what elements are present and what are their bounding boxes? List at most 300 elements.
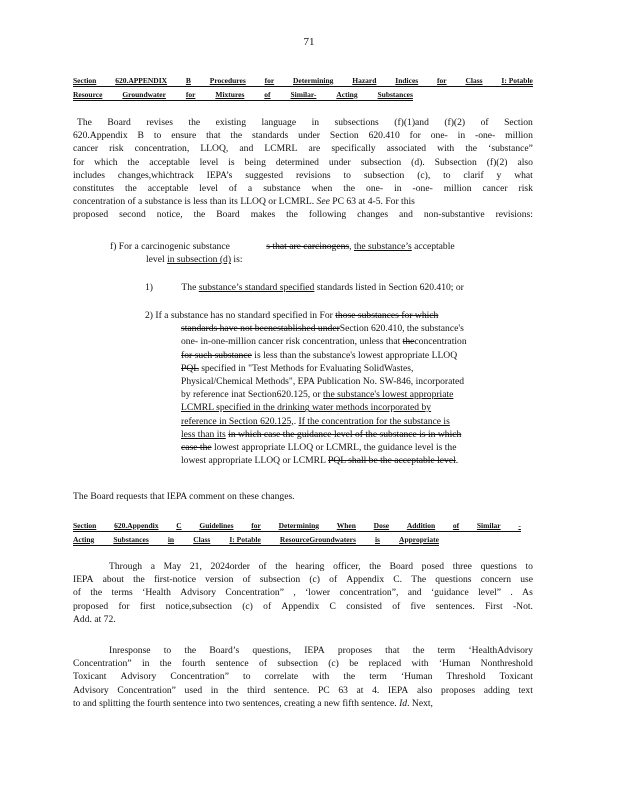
word: at [356, 684, 364, 696]
heading-word: ResourceGroundwaters [279, 535, 356, 544]
heading-word: Similar- [290, 90, 317, 99]
word: determined [275, 156, 319, 168]
word: specifically [331, 143, 376, 155]
heading-word: 620.APPENDIX [115, 76, 168, 85]
word: B [137, 130, 144, 142]
word: 21, [189, 561, 202, 572]
text-run: . [293, 415, 297, 427]
text-run: is less than the substance's lowest appropriate LLOQ [254, 349, 458, 361]
word: revisions: [495, 209, 533, 221]
word: of [480, 117, 489, 128]
word: million [443, 183, 472, 195]
word: are [308, 143, 321, 155]
heading-word: Hazard [352, 76, 377, 85]
word: Section [329, 130, 359, 142]
word: ‘Human [438, 658, 471, 670]
word: use [520, 574, 533, 586]
word: (d). [411, 156, 425, 168]
deleted-text: in which case the guidance level of the substance is in which [228, 428, 462, 440]
word: IEPA [387, 684, 409, 696]
word: non-substantive [423, 209, 485, 221]
text-line [145, 281, 535, 294]
word: Section [504, 117, 533, 128]
citation-signal: Id [399, 697, 408, 709]
word: the [343, 671, 356, 683]
text-line [181, 349, 533, 362]
heading-word: Addition [406, 521, 436, 530]
deleted-text: PQL [181, 362, 199, 374]
word: the [343, 183, 356, 195]
item-2-body [145, 322, 533, 467]
section-heading-appendix-b-cont [73, 90, 413, 100]
word: a [150, 561, 155, 572]
word: the [230, 130, 243, 142]
heading-word: I: Potable [229, 535, 261, 544]
word: under [298, 130, 320, 142]
word: and [399, 209, 413, 221]
word: the [184, 645, 197, 656]
text-line [73, 600, 533, 613]
word: Threshold [446, 671, 486, 683]
heading-underline [73, 545, 439, 546]
word: of [392, 600, 401, 612]
deleted-text: standards have not beenestablished under [181, 323, 340, 335]
word: with [411, 658, 429, 670]
word: risk [518, 183, 533, 195]
text-run: is: [233, 254, 243, 266]
word: subsections [334, 117, 379, 128]
word: third [247, 684, 266, 696]
word: one- [430, 130, 448, 142]
word: IEPA [304, 645, 325, 656]
heading-word: in [167, 535, 175, 544]
heading-word: Dose [373, 521, 390, 530]
word: also [416, 684, 433, 696]
word: for [409, 130, 421, 142]
word: IEPA’s [206, 169, 233, 181]
word: The [77, 117, 92, 128]
text-line [181, 441, 533, 454]
word: to [163, 645, 172, 656]
heading-underline [73, 86, 533, 87]
word: constitutes [73, 183, 115, 195]
word: Board [389, 561, 414, 572]
word: text [518, 684, 533, 696]
word: the [465, 143, 478, 155]
deleted-text: s that are carcinogens [266, 241, 350, 252]
word: First [485, 600, 503, 612]
word: of [73, 587, 81, 599]
text-line: Physical/Chemical Methods", EPA Publication No. SW-846, incorporated [181, 376, 465, 388]
heading-word: Indices [395, 76, 419, 85]
word: three [452, 561, 472, 572]
text-run: . Next, [407, 697, 433, 709]
word: one- [366, 183, 384, 195]
heading-word: for [251, 521, 261, 530]
word: proposed [73, 209, 109, 221]
text-run: , [349, 241, 352, 252]
word: term [437, 645, 456, 656]
word: sentences. [435, 600, 475, 612]
inserted-text: LCMRL specified in the drinking water methods incorporated by [181, 402, 432, 414]
section-heading-appendix-c-cont [73, 535, 439, 545]
word: sentence. [273, 684, 310, 696]
word: what [514, 169, 533, 181]
list-item-2 [145, 309, 533, 467]
word: Board [107, 117, 131, 128]
word: ‘lower [305, 587, 331, 599]
heading-word: for [437, 76, 447, 85]
word: changes,whichtrack [117, 169, 194, 181]
word: term [369, 671, 387, 683]
text-run: 2) If a substance has no standard specified in For [145, 310, 333, 321]
heading-word: for [264, 76, 275, 85]
word: subsection [363, 169, 405, 181]
word: (f)(2) [486, 156, 508, 168]
text-line [73, 657, 533, 670]
word: of [263, 600, 272, 612]
text-line [73, 116, 533, 129]
word: Appendix [346, 574, 385, 586]
word: questions [480, 561, 517, 572]
word: posed [421, 561, 445, 572]
word: the [159, 658, 172, 670]
deleted-text: PQL shall be the acceptable level [328, 455, 456, 467]
word: to [243, 671, 251, 683]
text-run: concentration of a substance is less than its LLOQ or LCMRL. [73, 196, 315, 208]
heading-word: Guidelines [199, 521, 234, 530]
heading-word: Determining [293, 76, 334, 85]
word: substance [263, 183, 301, 195]
heading-underline [73, 531, 521, 532]
word: being [244, 156, 266, 168]
word: ‘substance” [488, 143, 533, 155]
word: 4. [372, 684, 380, 696]
word: for [118, 600, 130, 612]
text-line [73, 182, 533, 195]
word: first [139, 600, 156, 612]
word: C [329, 600, 336, 612]
text-line [181, 428, 533, 441]
word: also [517, 156, 533, 168]
inserted-text: reference in Section 620.125, [181, 415, 294, 427]
word: Advisory [120, 671, 157, 683]
word: under [328, 156, 351, 168]
word: 63 [338, 684, 348, 696]
word: to [443, 169, 451, 181]
heading-word: B [185, 76, 191, 85]
word: ‘Human [400, 671, 433, 683]
item-number: 1) [145, 282, 153, 293]
word: to [525, 561, 533, 572]
word: to [343, 169, 351, 181]
word: clarif [463, 169, 484, 181]
word: in [457, 130, 466, 142]
word: notice, [156, 209, 183, 221]
word: . [510, 587, 513, 599]
heading-word: 620.Appendix [114, 521, 159, 530]
text-line [73, 644, 533, 657]
text-line [181, 322, 533, 335]
word: that [385, 645, 400, 656]
paragraph-iepa-response [73, 644, 533, 710]
word: be [349, 658, 359, 670]
heading-word: Appropriate [399, 535, 439, 544]
text-run: f) For a carcinogenic substance [110, 241, 230, 252]
word: notice,subsection [165, 600, 232, 612]
heading-word: I: Potable [501, 76, 533, 85]
word: (c) [242, 600, 253, 612]
word: in [394, 183, 402, 195]
text-run: by reference inat Section620.125, or [181, 389, 321, 401]
text-line [73, 670, 533, 683]
deleted-text: the [402, 336, 415, 348]
text-run: specified in "Test Methods for Evaluating SolidWastes, [201, 362, 414, 374]
heading-word: Section [73, 76, 97, 85]
text-line [73, 560, 533, 573]
word: terms [111, 587, 133, 599]
heading-word: Groundwater [122, 90, 166, 99]
list-item-1 [145, 281, 535, 294]
word: correlate [264, 671, 299, 683]
heading-word: Resource [73, 90, 103, 99]
word: in [141, 658, 150, 670]
text-run: concentration [414, 336, 467, 348]
word: (c) [328, 658, 339, 670]
word: LLOQ, [200, 143, 229, 155]
text-run: one- in-one-million cancer risk concentration, unless that [181, 336, 401, 348]
text-line [73, 684, 533, 697]
word: includes [73, 169, 105, 181]
word: subsection [360, 156, 402, 168]
word: Advisory [73, 684, 109, 696]
word: proposes [337, 645, 372, 656]
word: questions, [252, 645, 292, 656]
word: y [496, 169, 502, 181]
inserted-text: the substance's lowest appropriate [323, 389, 454, 401]
word: consisted [346, 600, 382, 612]
word: a [247, 183, 253, 195]
heading-word: of [264, 90, 271, 99]
word: and [239, 143, 254, 155]
word: language [261, 117, 297, 128]
text-line: Add. at 72. [73, 613, 116, 625]
heading-word: of [452, 521, 460, 530]
word: replaced [368, 658, 402, 670]
text-run: standards listed in Section 620.410; or [316, 282, 464, 293]
text-line [181, 454, 533, 467]
word: the [369, 561, 381, 572]
word: about [102, 574, 124, 586]
word: Inresponse [109, 645, 151, 656]
word: As [522, 587, 533, 599]
word: the [275, 561, 288, 572]
request-line [73, 490, 533, 503]
heading-word: Class [193, 535, 211, 544]
word: the [90, 587, 103, 599]
word: fourth [181, 658, 206, 670]
word: 620.410 [368, 130, 400, 142]
word: of [259, 658, 268, 670]
text-line [73, 208, 533, 221]
heading-underline [73, 100, 413, 101]
inserted-text: If the concentration for the substance is [298, 415, 450, 427]
heading-word: Class [465, 76, 483, 85]
word: (f)(1)and [394, 117, 429, 128]
text-line [110, 253, 530, 266]
text-line [181, 388, 533, 401]
deleted-text: for such substance [181, 349, 252, 361]
text-line [73, 156, 533, 169]
heading-word: Mixtures [215, 90, 245, 99]
word: C. [393, 574, 403, 586]
word: makes [250, 209, 276, 221]
heading-word: C [176, 521, 182, 530]
word: the [286, 209, 298, 221]
word: 620.Appendix [73, 130, 128, 142]
word: the [125, 183, 137, 195]
paragraph-hearing-officer [73, 560, 533, 626]
word: standards [252, 130, 289, 142]
heading-word: Determining [278, 521, 320, 530]
word: associated [386, 143, 427, 155]
word: acceptable [147, 183, 189, 195]
word: changes [357, 209, 389, 221]
text-run: to and splitting the fourth sentence into two sentences, creating a new fifth sentence. [73, 697, 397, 709]
page-number: 71 [303, 36, 315, 48]
word: , [293, 587, 296, 599]
word: ensure [171, 130, 197, 142]
word: acceptable [149, 156, 190, 168]
word: which [94, 156, 118, 168]
word: of [228, 183, 237, 195]
word: Through [109, 561, 143, 572]
word: with [312, 671, 330, 683]
word: ‘guidance [430, 587, 469, 599]
text-line [181, 401, 533, 414]
text-line [73, 129, 533, 142]
word: -Not. [512, 600, 533, 612]
word: Nonthreshold [480, 658, 533, 670]
heading-word: When [336, 521, 356, 530]
deleted-text: case the [181, 442, 212, 454]
word: concentration, [134, 143, 190, 155]
word: -one- [412, 183, 433, 195]
word: Concentration” [73, 658, 132, 670]
inserted-text: in subsection (d) [167, 254, 232, 266]
word: existing [215, 117, 247, 128]
word: concern [480, 574, 512, 586]
word: of [329, 574, 338, 586]
word: revisions [295, 169, 331, 181]
word: Concentration” [117, 684, 176, 696]
text-line [73, 195, 533, 208]
word: Subsection [434, 156, 477, 168]
word: proposes [441, 684, 476, 696]
word: risk [109, 143, 124, 155]
heading-word: Procedures [209, 76, 246, 85]
word: adding [483, 684, 510, 696]
word: in [311, 117, 320, 128]
paragraph-board-revises [73, 116, 533, 222]
text-line [181, 415, 533, 428]
word: the [193, 209, 206, 221]
word: with [437, 143, 455, 155]
word: officer, [333, 561, 361, 572]
word: suggested [245, 169, 284, 181]
word: for [73, 156, 85, 168]
text-line [73, 142, 533, 155]
text-line [110, 240, 530, 253]
word: Board [216, 209, 240, 221]
word: when [311, 183, 333, 195]
word: revises [146, 117, 173, 128]
text-run: The [181, 282, 197, 293]
heading-word: Section [73, 521, 97, 530]
word: level [199, 156, 219, 168]
heading-word: Substances [113, 535, 149, 544]
inserted-text: less than its [181, 428, 226, 440]
text-run: PC 63 at 4-5. For this [332, 196, 415, 208]
text-run: acceptable [414, 241, 455, 252]
word: proposed [73, 600, 109, 612]
word: in [210, 684, 219, 696]
text-run: level [146, 254, 165, 266]
inserted-text: substance’s standard specified [198, 282, 315, 293]
list-item-f [110, 240, 530, 266]
word: Appendix [281, 600, 320, 612]
word: five [410, 600, 426, 612]
word: Board’s [209, 645, 240, 656]
inserted-text: the substance’s [353, 241, 412, 252]
word: (c), [417, 169, 431, 181]
section-heading-appendix-c [73, 521, 521, 531]
text-run: lowest appropriate LLOQ or LCMRL, the guidance level is the [214, 442, 457, 454]
deleted-text: those substances for which [335, 310, 439, 321]
word: 2024order [210, 561, 250, 572]
text-line: The Board requests that IEPA comment on these changes. [73, 491, 295, 502]
section-heading-appendix-b [73, 76, 533, 86]
word: Advisory [180, 587, 216, 599]
text-run: lowest appropriate LLOQ or LCMRL [181, 455, 326, 467]
word: and [407, 587, 422, 599]
word: ‘HealthAdvisory [468, 645, 533, 656]
word: (c) [309, 574, 321, 586]
text-line [73, 573, 533, 586]
text-run: Section 620.410, the substance's [339, 323, 464, 335]
word: the [127, 156, 140, 168]
text-line [73, 586, 533, 599]
heading-word: is [374, 535, 380, 544]
word: sentence [215, 658, 249, 670]
word: LCMRL [264, 143, 298, 155]
word: IEPA [73, 574, 94, 586]
word: of [242, 574, 251, 586]
word: the [188, 117, 201, 128]
word: level [199, 183, 218, 195]
text-line [181, 362, 533, 375]
word: cancer [73, 143, 99, 155]
citation-signal: See [316, 196, 330, 208]
word: May [163, 561, 182, 572]
heading-word: Similar [476, 521, 501, 530]
word: Concentration” [225, 587, 284, 599]
heading-word: for [185, 90, 196, 99]
word: version [205, 574, 234, 586]
word: million [505, 130, 533, 142]
word: (f)(2) [444, 117, 466, 128]
word: The [411, 574, 427, 586]
